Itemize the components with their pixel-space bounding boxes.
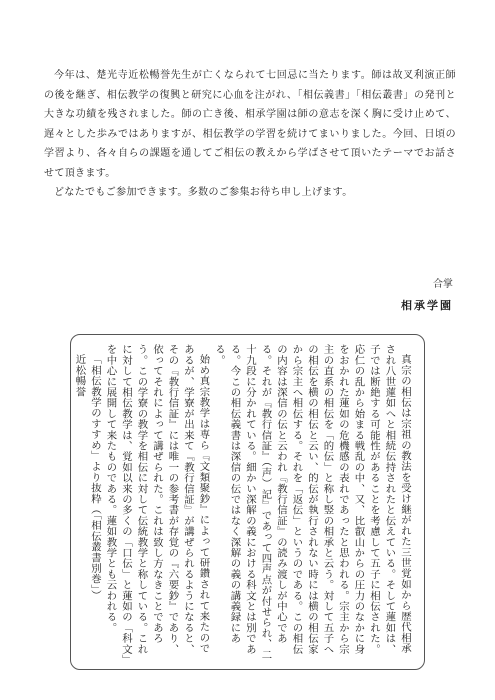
organization-name: 相承学園 xyxy=(401,299,453,312)
closing-salutation: 合掌 xyxy=(433,279,453,290)
excerpt-box xyxy=(70,334,425,670)
invitation-paragraph: どなたでもご参加できます。多数のご参集お待ち申し上げます。 xyxy=(54,187,353,198)
excerpt-author: 近松暢誉 xyxy=(73,354,86,398)
intro-paragraph: 今年は、楚光寺近松暢誉先生が亡くなられて七回忌に当たります。師は故叉利演正師の後を継ぎ、相伝教学の復興と研究に心血を注がれ、「相伝義書」「相伝叢書」の発刊と大きな功績を残されました。師の亡き後、相承学園は師の意志を深く胸に受け止めて、遅々とした歩みではありますが、相伝教学の学習を続けてまいりました。今回、日頃の学習より、各々自らの課題を通してご相伝の教えから学ばさせて頂いたテーマでお話させて頂きます。 xyxy=(44,70,456,179)
intro-section xyxy=(44,66,456,203)
excerpt-vertical-text xyxy=(73,344,412,662)
excerpt-citation: 「相伝教学のすすめ」より抜粋（「相伝叢書別巻」） xyxy=(89,354,101,601)
excerpt-paragraph-1: 真宗の相伝は宗祖の教法を受け継がれた三世覚如から歴代相承され八世蓮如へと相続伝持されたと伝えている。そして蓮如は、子では断絶する可能性があることを考慮して五子に相伝された。応仁の乱から始まる戦乱の中、又、比叡山からの圧力のなかに身をおかれた蓮如の危機感の表れであったと思われる。宗主から宗主の直系の相伝を「的伝」と称し竪の相承と云う。対して五子への相伝を横の相伝と云い、的伝が執行されない時には横の相伝家から宗主へ相伝する。それを「返伝」というのである。この相伝の内容は深信の伝と云われ『教行信証』の読み渡しが中心である。それが『教行信証』（声）記』であって四声点が付せられ、二十九段に分かれている。細かい深解の義における科文とは別である。今この相伝義書は深信の伝ではなく深解の義の講義録にある。 xyxy=(213,344,411,660)
excerpt-paragraph-2: 始め真宗教学は専ら『文類聚鈔』によって研鑽されて来たのであるが、学寮が出来て『教行信証』が講ぜられるようになると、その『教行信証』には唯一の参考書が存覚の『六要鈔』であり、依ってそれによって講ぜられた。これは致し方なきことであろう。この学寮の教学を相伝に対して伝統教学と称している。これに対して相伝教学は、覚如以来の多くの「口伝」と蓮如の「科文」を中心に展開して来たものである。蓮如教学とも云われる。 xyxy=(104,344,210,660)
